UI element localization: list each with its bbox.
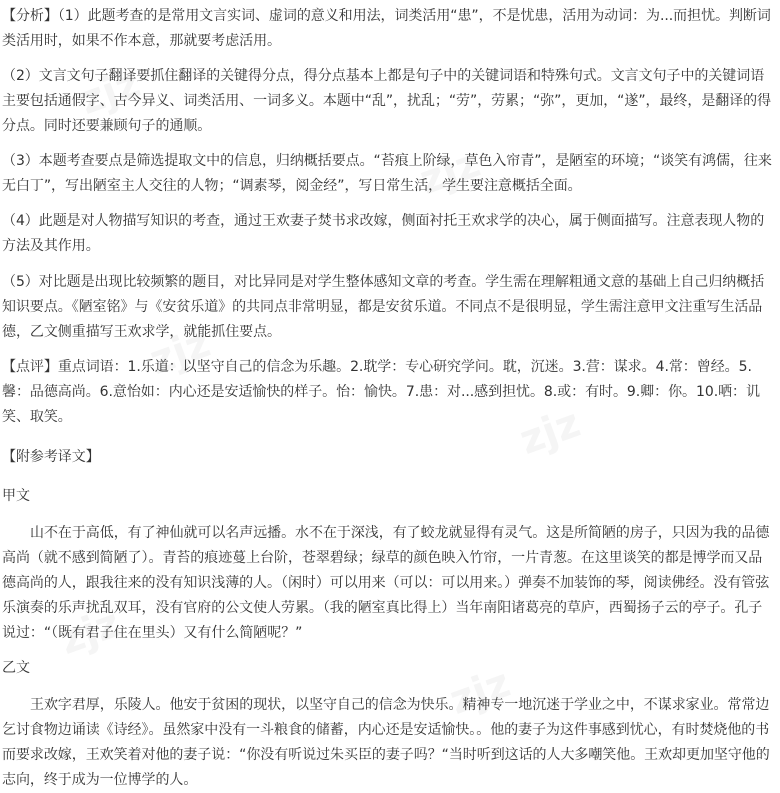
watermark: zjz <box>73 60 147 124</box>
watermark: zjz <box>513 400 587 464</box>
analysis-paragraph-4: （4）此题是对人物描写知识的考查，通过王欢妻子焚书求改嫁，侧面衬托王欢求学的决心，属于侧面描写。注意表现人物的方法及其作用。 <box>2 213 765 254</box>
analysis-text-1: （1）此题考查的是常用文言实词、虚词的意义和用法，词类活用“患”，不是忧患，活用为动词：为...而担忧。判断词类活用时，如果不作本意，那就要考虑活用。 <box>2 8 771 49</box>
analysis-paragraph-2: （2）文言文句子翻译要抓住翻译的关键得分点，得分点基本上都是句子中的关键词语和特殊句式。文言文句子中的关键词语主要包括通假字、古今异义、词类活用、一词多义。本题中“乱”，扰乱；“劳”，劳累；“弥”，更加，“遂”，最终，是翻译的得分点。同时还要兼顾句子的通顺。 <box>2 68 772 134</box>
translation-tag: 【附参考译文】 <box>2 449 100 465</box>
translation-a-text: 山不在于高低，有了神仙就可以名声远播。水不在于深浅，有了蛟龙就显得有灵气。这是所简陋的房子，只因为我的品德高尚（就不感到简陋了）。青苔的痕迹蔓上台阶，苍翠碧绿；绿草的颜色映入竹帘，一片青葱。在这里谈笑的都是博学而又品德高尚的人，跟我往来的没有知识浅薄的人。（闲时）可以用来（可以：可以用来。）弹奏不加装饰的琴，阅读佛经。没有管弦乐演奏的乐声扰乱双耳，没有官府的公文使人劳累。（我的陋室真比得上）当年南阳诸葛亮的草庐，西蜀扬子云的亭子。孔子说过：“（既有君子住在里头）又有什么简陋呢？” <box>2 525 770 641</box>
analysis-paragraph-1 <box>2 4 776 54</box>
watermark: zjz <box>143 320 217 384</box>
comment-tag: 【点评】 <box>2 359 58 375</box>
watermark: zjz <box>413 140 487 204</box>
watermark: zjz <box>443 660 517 724</box>
analysis-tag: 【分析】 <box>2 8 58 24</box>
translation-b-heading: 乙文 <box>2 660 30 676</box>
translation-b-text: 王欢字君厚，乐陵人。他安于贫困的现状，以坚守自己的信念为快乐。精神专一地沉迷于学业之中，不谋求家业。常常边乞讨食物边诵读《诗经》。虽然家中没有一斗粮食的储蓄，内心还是安适愉快。。他的妻子为这件事感到忧心，有时焚烧他的书而要求改嫁，王欢笑着对他的妻子说：“你没有听说过朱买臣的妻子吗？“当时听到这话的人大多嘲笑他。王欢却更加坚守他的志向，终于成为一位博学的人。 <box>2 697 770 788</box>
watermark: zjz <box>53 600 127 664</box>
analysis-paragraph-5: （5）对比题是出现比较频繁的题目，对比异同是对学生整体感知文章的考查。学生需在理解粗通文意的基础上自己归纳概括知识要点。《陋室铭》与《安贫乐道》的共同点非常明显，都是安贫乐道。不同点不是很明显，学生需注意甲文注重写生活品德，乙文侧重描写王欢求学，就能抓住要点。 <box>2 274 765 340</box>
comment-paragraph <box>2 355 776 430</box>
comment-text: 重点词语：1.乐道：以坚守自己的信念为乐趣。2.耽学：专心研究学问。耽，沉迷。3.营：谋求。4.常：曾经。5.馨：品德高尚。6.意怡如：内心还是安适愉快的样子。怡：愉快。7.患：对...感到担忧。8.或：有时。9.卿：你。10.哂：讥笑、取笑。 <box>2 359 760 425</box>
analysis-paragraph-3: （3）本题考查要点是筛选提取文中的信息，归纳概括要点。“苔痕上阶绿，草色入帘青”，是陋室的环境；“谈笑有鸿儒，往来无白丁”，写出陋室主人交往的人物；“调素琴，阅金经”，写日常生活，学生要注意概括全面。 <box>2 153 772 194</box>
translation-a-heading: 甲文 <box>2 488 30 504</box>
